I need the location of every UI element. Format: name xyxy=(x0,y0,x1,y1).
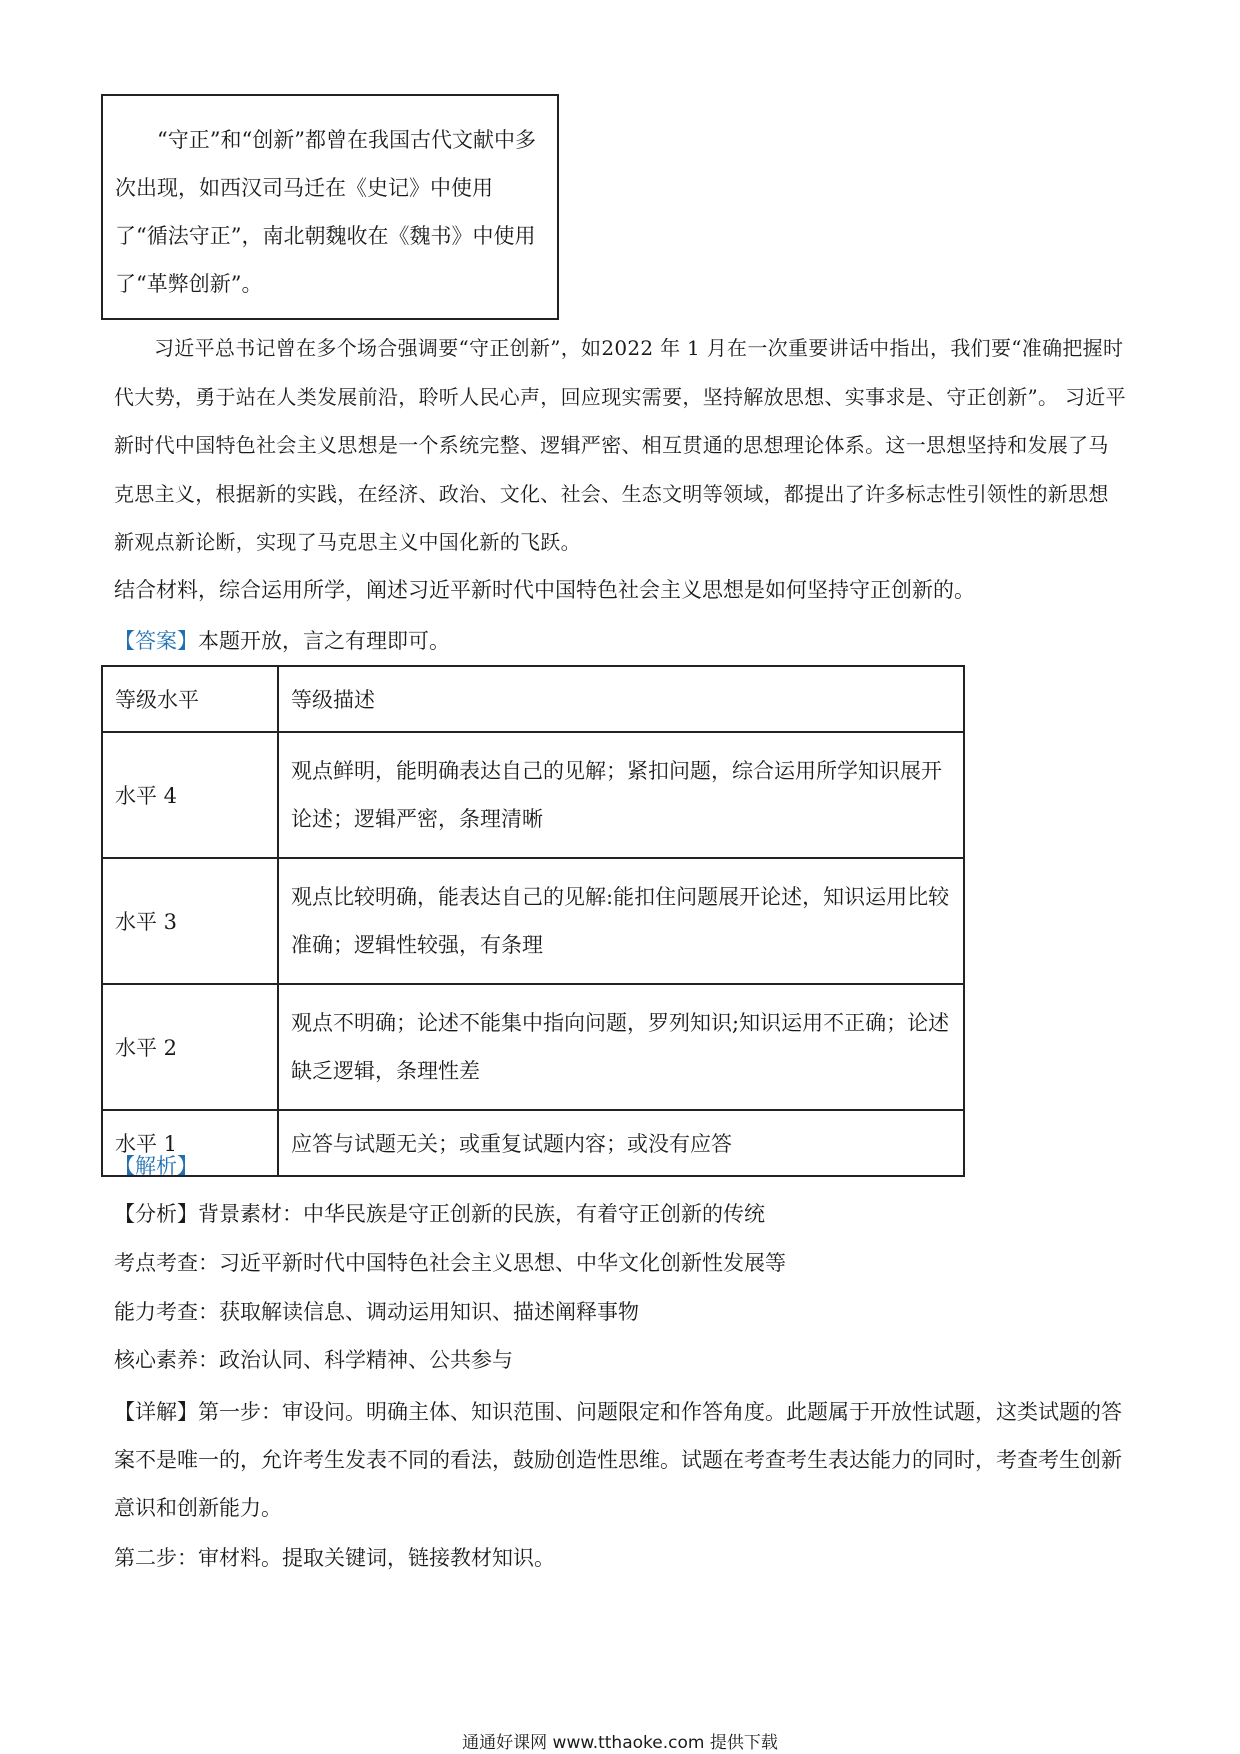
table-row xyxy=(102,732,964,858)
desc-cell: 观点鲜明，能明确表达自己的见解；紧扣问题，综合运用所学知识展开论述；逻辑严密，条理清晰 xyxy=(278,732,964,858)
level-cell: 水平 2 xyxy=(102,984,278,1110)
desc-cell: 观点比较明确，能表达自己的见解:能扣住问题展开论述，知识运用比较准确；逻辑性较强，有条理 xyxy=(278,858,964,984)
table-header-row xyxy=(102,666,964,732)
table-row xyxy=(102,984,964,1110)
analysis-suyang: 核心素养：政治认同、科学精神、公共参与 xyxy=(114,1348,513,1372)
question-text: 结合材料，综合运用所学，阐述习近平新时代中国特色社会主义思想是如何坚持守正创新的。 xyxy=(114,578,975,602)
page-footer: 通通好课网 www.tthaoke.com 提供下载 xyxy=(462,1733,778,1753)
level-cell: 水平 1 xyxy=(102,1110,278,1176)
desc-cell: 观点不明确；论述不能集中指向问题，罗列知识;知识运用不正确；论述缺乏逻辑，条理性差 xyxy=(278,984,964,1110)
header-desc: 等级描述 xyxy=(278,666,964,732)
analysis-xiangjie: 【详解】第一步：审设问。明确主体、知识范围、问题限定和作答角度。此题属于开放性试题，这类试题的答案不是唯一的，允许考生发表不同的看法，鼓励创造性思维。试题在考查考生表达能力的同时，考查考生创新意识和创新能力。 xyxy=(114,1400,1122,1520)
table-row xyxy=(102,858,964,984)
analysis-fenxi: 【分析】背景素材：中华民族是守正创新的民族，有着守正创新的传统 xyxy=(114,1202,765,1226)
material-quote-box xyxy=(101,94,559,320)
desc-cell: 应答与试题无关；或重复试题内容；或没有应答 xyxy=(278,1110,964,1176)
analysis-kaodian: 考点考查：习近平新时代中国特色社会主义思想、中华文化创新性发展等 xyxy=(114,1251,786,1275)
answer-text: 本题开放，言之有理即可。 xyxy=(198,629,450,653)
analysis-nengli: 能力考查：获取解读信息、调动运用知识、描述阐释事物 xyxy=(114,1300,639,1324)
answer-tag: 【答案】 xyxy=(114,629,198,653)
grade-table xyxy=(101,665,965,1177)
table-row xyxy=(102,1110,964,1176)
quote-text: “守正”和“创新”都曾在我国古代文献中多次出现，如西汉司马迁在《史记》中使用了“循法守正”，南北朝魏收在《魏书》中使用了“革弊创新”。 xyxy=(115,128,536,296)
answer-line xyxy=(114,619,450,663)
material-paragraph: 习近平总书记曾在多个场合强调要“守正创新”，如2022 年 1 月在一次重要讲话中指出，我们要“准确把握时代大势，勇于站在人类发展前沿，聆听人民心声，回应现实需要，坚持解放思想、实事求是、守正创新”。 习近平新时代中国特色社会主义思想是一个系统完整、逻辑严密、相互贯通的思想理论体系。这一思想坚持和发展了马克思主义，根据新的实践，在经济、政治、文化、社会、生态文明等领域，都提出了许多标志性引领性的新思想新观点新论断，实现了马克思主义中国化新的飞跃。 xyxy=(114,336,1126,554)
header-level: 等级水平 xyxy=(102,666,278,732)
analysis-tag: 【解析】 xyxy=(114,1154,198,1178)
level-cell: 水平 4 xyxy=(102,732,278,858)
analysis-step2: 第二步：审材料。提取关键词，链接教材知识。 xyxy=(114,1546,555,1570)
level-cell: 水平 3 xyxy=(102,858,278,984)
